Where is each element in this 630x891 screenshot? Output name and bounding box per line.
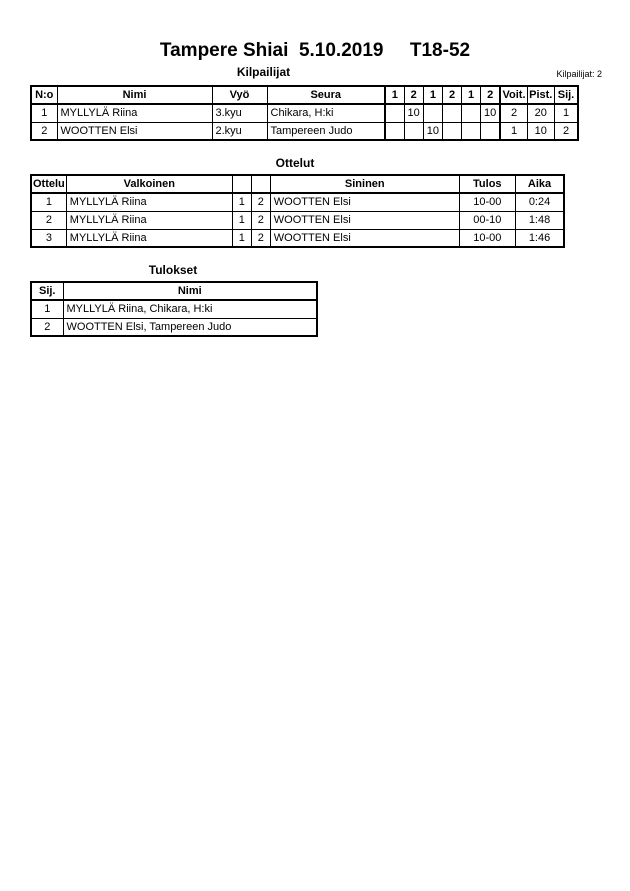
ottelut-row xyxy=(31,229,564,247)
tulokset-row xyxy=(31,318,317,336)
header-score-col-1: 1 xyxy=(385,86,404,104)
cell-pist: 10 xyxy=(527,122,554,140)
cell-sij: 1 xyxy=(31,300,63,318)
cell-seura: Chikara, H:ki xyxy=(267,104,385,122)
cell-valkoinen: MYLLYLÄ Riina xyxy=(66,211,232,229)
header-voit: Voit. xyxy=(500,86,527,104)
tulokset-heading: Tulokset xyxy=(148,263,198,277)
cell-sij: 2 xyxy=(31,318,63,336)
cell-valkoinen: MYLLYLÄ Riina xyxy=(66,193,232,211)
cell-pist: 20 xyxy=(527,104,554,122)
header-aika: Aika xyxy=(515,175,564,193)
cell-vyo: 2.kyu xyxy=(212,122,267,140)
kilpailijat-heading: Kilpailijat xyxy=(236,65,291,79)
cell-score-5 xyxy=(462,122,481,140)
cell-blue-num: 2 xyxy=(251,193,270,211)
page-title: Tampere Shiai 5.10.2019 T18-52 xyxy=(159,40,471,61)
cell-score-2: 10 xyxy=(404,104,423,122)
cell-score-3: 10 xyxy=(423,122,442,140)
cell-aika: 1:48 xyxy=(515,211,564,229)
cell-white-num: 1 xyxy=(232,211,251,229)
header-nimi: Nimi xyxy=(57,86,212,104)
cell-sininen: WOOTTEN Elsi xyxy=(270,193,459,211)
tulokset-row xyxy=(31,300,317,318)
ottelut-row xyxy=(31,193,564,211)
ottelut-heading: Ottelut xyxy=(275,156,315,170)
cell-blue-num: 2 xyxy=(251,211,270,229)
cell-sininen: WOOTTEN Elsi xyxy=(270,229,459,247)
cell-voit: 1 xyxy=(500,122,527,140)
cell-nimi: MYLLYLÄ Riina xyxy=(57,104,212,122)
kilpailijat-heading-row xyxy=(0,61,630,85)
header-pist: Pist. xyxy=(527,86,554,104)
header-score-col-3: 1 xyxy=(423,86,442,104)
header-score-col-4: 2 xyxy=(443,86,462,104)
header-score-col-2: 2 xyxy=(404,86,423,104)
cell-score-1 xyxy=(385,122,404,140)
cell-no: 1 xyxy=(31,104,57,122)
header-sij: Sij. xyxy=(31,282,63,300)
cell-score-6: 10 xyxy=(481,104,501,122)
header-score-col-6: 2 xyxy=(481,86,501,104)
header-blue-num xyxy=(251,175,270,193)
cell-score-4 xyxy=(443,122,462,140)
ottelut-header-row xyxy=(31,175,564,193)
cell-blue-num: 2 xyxy=(251,229,270,247)
header-tulos: Tulos xyxy=(459,175,515,193)
cell-aika: 1:46 xyxy=(515,229,564,247)
header-white-num xyxy=(232,175,251,193)
cell-nimi: MYLLYLÄ Riina, Chikara, H:ki xyxy=(63,300,317,318)
cell-score-6 xyxy=(481,122,501,140)
kilpailijat-table xyxy=(30,85,579,141)
kilpailijat-header-row xyxy=(31,86,578,104)
cell-white-num: 1 xyxy=(232,229,251,247)
cell-valkoinen: MYLLYLÄ Riina xyxy=(66,229,232,247)
cell-ottelu: 3 xyxy=(31,229,66,247)
cell-no: 2 xyxy=(31,122,57,140)
kilpailijat-row xyxy=(31,122,578,140)
header-valkoinen: Valkoinen xyxy=(66,175,232,193)
cell-tulos: 00-10 xyxy=(459,211,515,229)
header-ottelu: Ottelu xyxy=(31,175,66,193)
header-sininen: Sininen xyxy=(270,175,459,193)
cell-nimi: WOOTTEN Elsi, Tampereen Judo xyxy=(63,318,317,336)
cell-sij: 1 xyxy=(554,104,578,122)
cell-nimi: WOOTTEN Elsi xyxy=(57,122,212,140)
cell-score-3 xyxy=(423,104,442,122)
cell-white-num: 1 xyxy=(232,193,251,211)
cell-voit: 2 xyxy=(500,104,527,122)
cell-ottelu: 2 xyxy=(31,211,66,229)
cell-sij: 2 xyxy=(554,122,578,140)
cell-vyo: 3.kyu xyxy=(212,104,267,122)
header-vyo: Vyö xyxy=(212,86,267,104)
ottelut-table xyxy=(30,174,565,248)
kilpailijat-row xyxy=(31,104,578,122)
header-score-col-5: 1 xyxy=(462,86,481,104)
competitor-count-label: Kilpailijat: 2 xyxy=(556,69,602,79)
header-nimi: Nimi xyxy=(63,282,317,300)
ottelut-row xyxy=(31,211,564,229)
cell-seura: Tampereen Judo xyxy=(267,122,385,140)
cell-score-5 xyxy=(462,104,481,122)
tulokset-header-row xyxy=(31,282,317,300)
header-seura: Seura xyxy=(267,86,385,104)
cell-ottelu: 1 xyxy=(31,193,66,211)
cell-score-2 xyxy=(404,122,423,140)
cell-sininen: WOOTTEN Elsi xyxy=(270,211,459,229)
cell-score-1 xyxy=(385,104,404,122)
tulokset-table xyxy=(30,281,318,337)
cell-tulos: 10-00 xyxy=(459,193,515,211)
header-no: N:o xyxy=(31,86,57,104)
cell-aika: 0:24 xyxy=(515,193,564,211)
cell-score-4 xyxy=(443,104,462,122)
cell-tulos: 10-00 xyxy=(459,229,515,247)
header-sij: Sij. xyxy=(554,86,578,104)
